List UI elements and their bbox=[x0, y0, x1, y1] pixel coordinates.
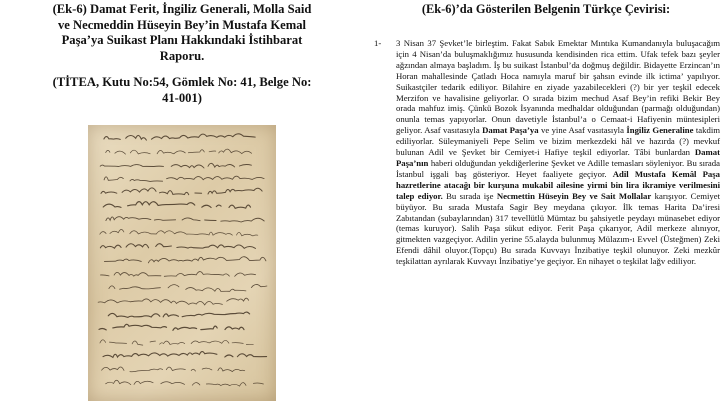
heading-line: ve Necmeddin Hüseyin Bey’in Mustafa Kemal bbox=[57, 17, 306, 32]
heading-line: Raporu. bbox=[159, 48, 205, 63]
text-run: karışıyor. Cemiyet büyüyor. Bu sırada Mustafa Sagir Bey meydana çıkıyor. İlk temas Harita Da’iresi Zabıtandan (subaylarından) 317 tevellütlü Mümtaz bu şahsiyetle peydayı münasebet ediyor (temas kuruyor). Salih Paşa sükut ediyor. Ferit Paşa çıkarıyor, Adil merkeze alınıyor, gitmekten vazgeçiyor. Adilin yerine 55.alayda bulunmuş Mülazım-ı Evvel (Üsteğmen) Zeki Efendi dâhil oluyor.(Topçu) Bu sırada Kuvvayı İnzibatiye teşkil olunuyor. Zeki mezkûr teşkilattan ayrılarak Kuvvayı İnzibatiye’ye geçiyor. En nihayet o teşkilat lağv ediliyor. bbox=[396, 190, 721, 267]
emphasized-phrase: İngiliz Generaline bbox=[626, 125, 694, 136]
text-run: haberi olduğundan yekdiğerlerine Şevket ve Adille temasları söyleniyor. Bu sırada İstanbul işgali baş gösteriyor. Heyet faaliyete geçiyor. bbox=[396, 157, 720, 179]
text-run: Bu sırada işe bbox=[442, 190, 497, 201]
emphasized-phrase: Adil Mustafa Kemâl Paşa hazretlerine atacağı bir kurşuna mukabil ailesine yirmi bin lira ikramiye verilmesini talep ediyor. bbox=[396, 168, 720, 201]
translation-title: (Ek-6)’da Gösterilen Belgenin Türkçe Çevirisi: bbox=[421, 2, 671, 16]
reference-line: 41-001) bbox=[162, 91, 202, 105]
document-heading bbox=[14, 2, 350, 64]
reference-line: (TİTEA, Kutu No:54, Gömlek No: 41, Belge No: bbox=[52, 75, 312, 89]
heading-line: Paşa’ya Suikast Planı Hakkındaki İstihbarat bbox=[61, 33, 303, 48]
translation-body bbox=[374, 38, 721, 267]
heading-line: (Ek-6) Damat Ferit, İngiliz Generali, Molla Said bbox=[52, 2, 312, 16]
text-run: 3 Nisan 37 Şevket’le birleştim. Fakat Sabık Emektar Mıntıka Kumandanıyla buluşacağım için 4 Nisan’da buluşmaklığımız hususunda kendisinden rica ettim. Ufak tefek bazı şeyler ağzından almaya başladım. İş bu suikast İstanbul’da doğmuş değildir. Bidayette Erzincan’ın Horan mahallesinde Çatladı Hoca namıyla maruf bir şahsın evinde ilk ictima’ yapılıyor. Suikastçiler tedarik ediliyor. Bilahire en ziyade yazabilecekleri (?) bir yer teşkil edecek Merzifon ve havalisine geliyorlar. O sırada bizim mechud Asaf Bey’in refiki Bekir Bey orada mahfuz imiş. Çünkü Bozok İsyanında medhaldar olduğundan (parmağı olduğundan) onunla temas yapıyorlar. Onun davetiyle İstanbul’a o Cemaat-i Hafiyenin müntesipleri geliyor. Asaf vasıtasıyla bbox=[396, 38, 720, 136]
emphasized-phrase: Damat Paşa’ya bbox=[482, 125, 539, 136]
manuscript-scan-image bbox=[88, 125, 276, 401]
emphasized-phrase: Necmettin Hüseyin Bey ve Sait Mollalar bbox=[496, 190, 652, 201]
right-panel bbox=[364, 0, 728, 401]
archive-reference bbox=[14, 74, 350, 106]
text-run: ve yine Asaf vasıtasıyla bbox=[538, 125, 627, 136]
translation-text bbox=[396, 38, 720, 266]
emphasized-phrase: Damat Paşa’nın bbox=[396, 147, 720, 168]
item-number: 1- bbox=[374, 38, 382, 48]
text-run: takdim ediliyorlar. Süleymaniyeli Pepe Selim ve bizim merkezdeki hâl ve hazırda (?) mevkuf bulunan Adil ve Şevket bir Cemiyet-i Hafiye teşkil ediyorlar. Tâbi bunlardan bbox=[396, 125, 720, 158]
